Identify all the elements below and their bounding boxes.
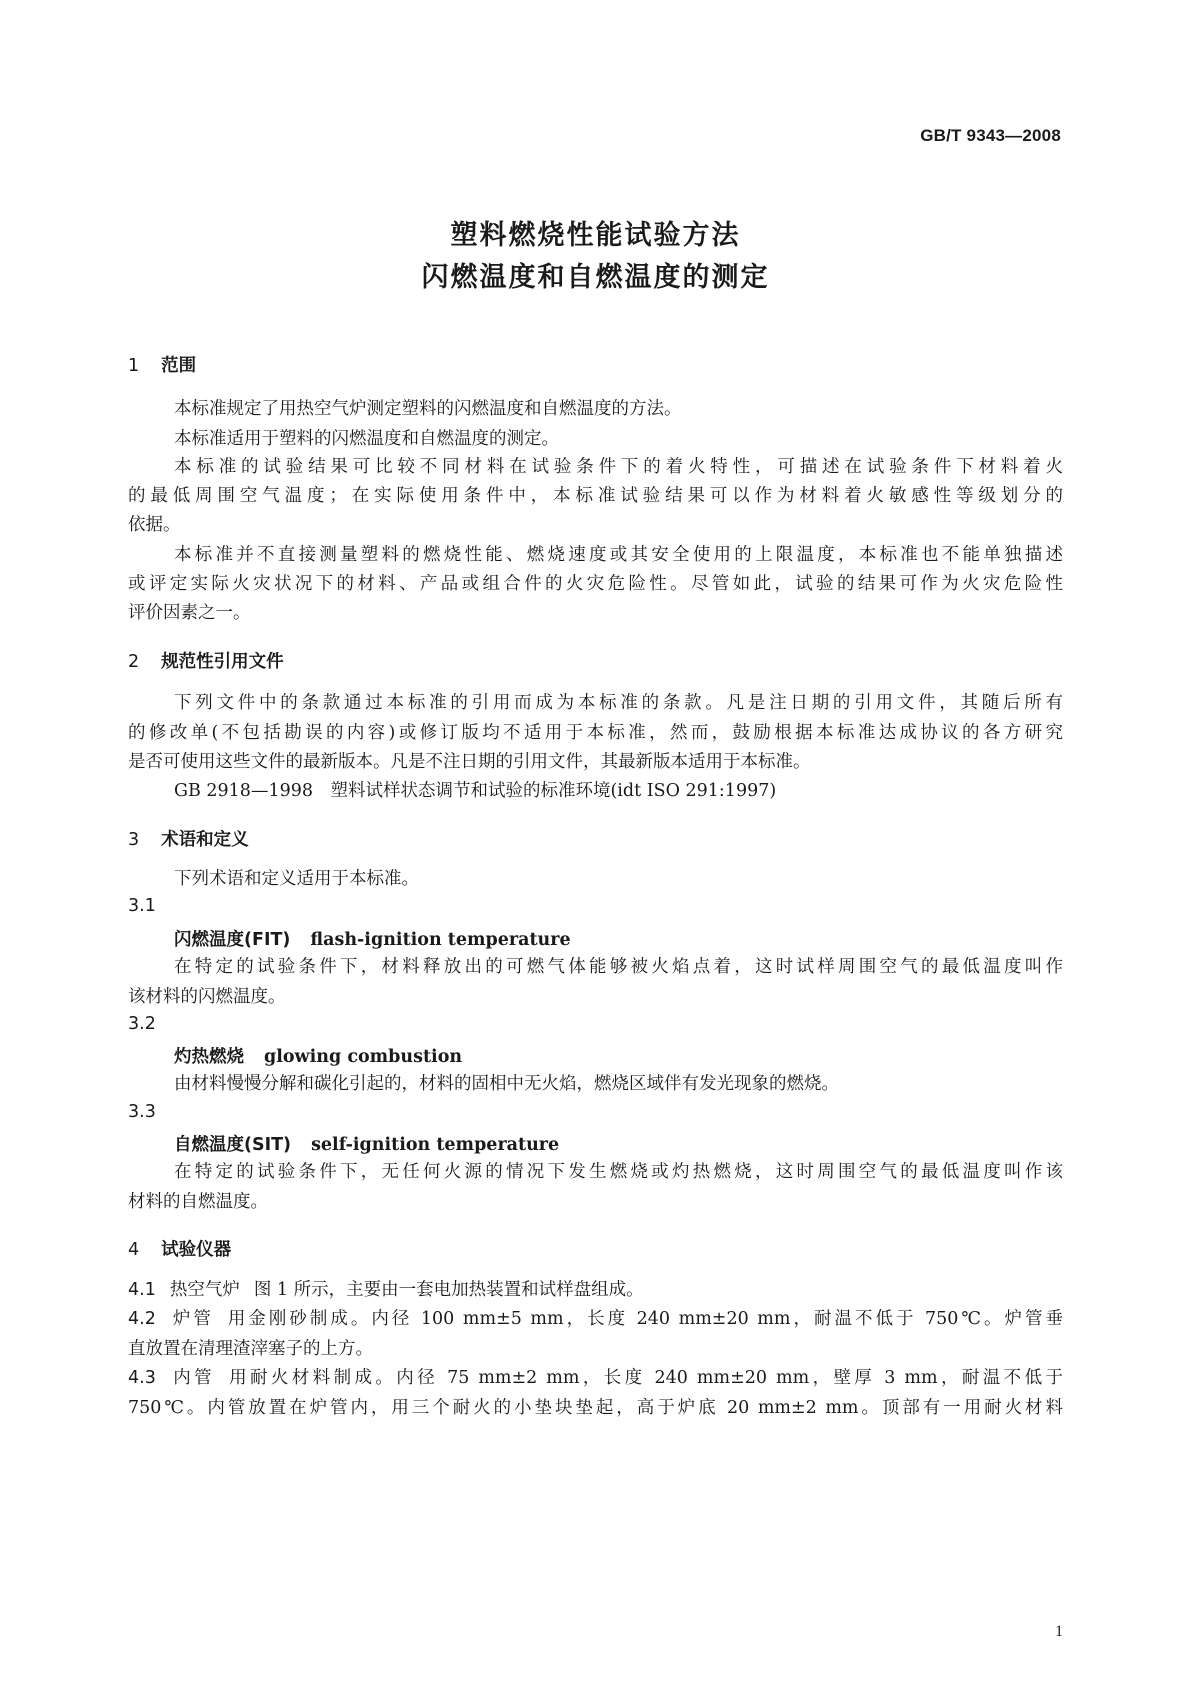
paragraph-line: 本标准并不直接测量塑料的燃烧性能、燃烧速度或其安全使用的上限温度，本标准也不能单独描述 (174, 545, 1063, 565)
item-number: 4.1 (128, 1280, 156, 1300)
term-heading-glowing (174, 1043, 462, 1068)
section-number: 4 (128, 1240, 140, 1260)
item-name: 炉管 (169, 1309, 214, 1329)
term-zh: 灼热燃烧 (174, 1047, 244, 1067)
paragraph-line: 750℃。内管放置在炉管内，用三个耐火的小垫块垫起，高于炉底 20 mm±2 mm。顶部有一用耐火材料 (128, 1398, 1063, 1418)
paragraph-line: 本标准的试验结果可比较不同材料在试验条件下的着火特性，可描述在试验条件下材料着火 (174, 457, 1063, 477)
standard-code: GB/T 9343—2008 (920, 126, 1061, 145)
section-heading-scope (128, 352, 196, 377)
section-heading-apparatus (128, 1236, 231, 1261)
term-heading-fit (174, 926, 571, 951)
apparatus-item-4-1 (128, 1278, 1063, 1302)
paragraph-line: 在特定的试验条件下，材料释放出的可燃气体能够被火焰点着，这时试样周围空气的最低温度叫作 (174, 957, 1063, 977)
document-title-line2: 闪燃温度和自燃温度的测定 (421, 262, 770, 293)
item-text: 图 1 所示，主要由一套电加热装置和试样盘组成。 (253, 1280, 644, 1300)
paragraph-line: 该材料的闪燃温度。 (128, 987, 286, 1007)
section-number: 3 (128, 830, 140, 850)
item-number: 4.2 (128, 1309, 156, 1329)
paragraph-line: 在特定的试验条件下，无任何火源的情况下发生燃烧或灼热燃烧，这时周围空气的最低温度叫作该 (174, 1162, 1063, 1182)
section-heading-normative-references (128, 648, 284, 673)
paragraph-line: 直放置在清理渣滓塞子的上方。 (128, 1339, 373, 1359)
item-text: 用耐火材料制成。内径 75 mm±2 mm，长度 240 mm±20 mm，壁厚 3 mm，耐温不低于 (229, 1368, 1063, 1388)
section-number: 2 (128, 652, 140, 672)
apparatus-item-4-3 (128, 1366, 1063, 1390)
page-number: 1 (1055, 1623, 1063, 1640)
term-en: glowing combustion (264, 1047, 463, 1067)
paragraph-line: 的修改单(不包括勘误的内容)或修订版均不适用于本标准，然而，鼓励根据本标准达成协议的各方研究 (128, 723, 1063, 743)
item-name: 内管 (169, 1368, 216, 1388)
term-number: 3.2 (128, 1014, 156, 1034)
section-title: 试验仪器 (161, 1240, 232, 1260)
reference-item: GB 2918—1998 塑料试样状态调节和试验的标准环境(idt ISO 291:1997) (174, 781, 777, 801)
section-title: 术语和定义 (161, 830, 249, 850)
term-number: 3.3 (128, 1102, 156, 1122)
paragraph-line: 或评定实际火灾状况下的材料、产品或组合件的火灾危险性。尽管如此，试验的结果可作为火灾危险性 (128, 574, 1063, 594)
section-heading-terms (128, 826, 249, 851)
term-en: flash-ignition temperature (310, 930, 571, 950)
term-number: 3.1 (128, 896, 156, 916)
section-title: 规范性引用文件 (161, 652, 284, 672)
document-title-line1: 塑料燃烧性能试验方法 (450, 220, 741, 251)
term-en: self-ignition temperature (311, 1135, 560, 1155)
term-zh: 闪燃温度(FIT) (174, 930, 291, 950)
item-text: 用金刚砂制成。内径 100 mm±5 mm，长度 240 mm±20 mm，耐温不低于 750℃。炉管垂 (227, 1309, 1064, 1329)
item-number: 4.3 (128, 1368, 156, 1388)
paragraph-line: 的最低周围空气温度；在实际使用条件中，本标准试验结果可以作为材料着火敏感性等级划分的 (128, 486, 1063, 506)
paragraph-line: 下列术语和定义适用于本标准。 (174, 869, 419, 889)
section-number: 1 (128, 356, 140, 376)
paragraph-line: 本标准适用于塑料的闪燃温度和自燃温度的测定。 (174, 429, 559, 449)
paragraph-line: 材料的自燃温度。 (128, 1192, 268, 1212)
paragraph-line: 评价因素之一。 (128, 603, 251, 623)
paragraph-line: 本标准规定了用热空气炉测定塑料的闪燃温度和自燃温度的方法。 (174, 399, 682, 419)
paragraph-line: 是否可使用这些文件的最新版本。凡是不注日期的引用文件，其最新版本适用于本标准。 (128, 752, 811, 772)
item-name: 热空气炉 (169, 1280, 240, 1300)
paragraph-line: 下列文件中的条款通过本标准的引用而成为本标准的条款。凡是注日期的引用文件，其随后所有 (174, 693, 1063, 713)
paragraph-line: 依据。 (128, 515, 181, 535)
section-title: 范围 (161, 356, 197, 376)
term-zh: 自燃温度(SIT) (174, 1135, 292, 1155)
apparatus-item-4-2 (128, 1307, 1063, 1331)
term-heading-sit (174, 1131, 559, 1156)
paragraph-line: 由材料慢慢分解和碳化引起的，材料的固相中无火焰，燃烧区域伴有发光现象的燃烧。 (174, 1074, 839, 1094)
